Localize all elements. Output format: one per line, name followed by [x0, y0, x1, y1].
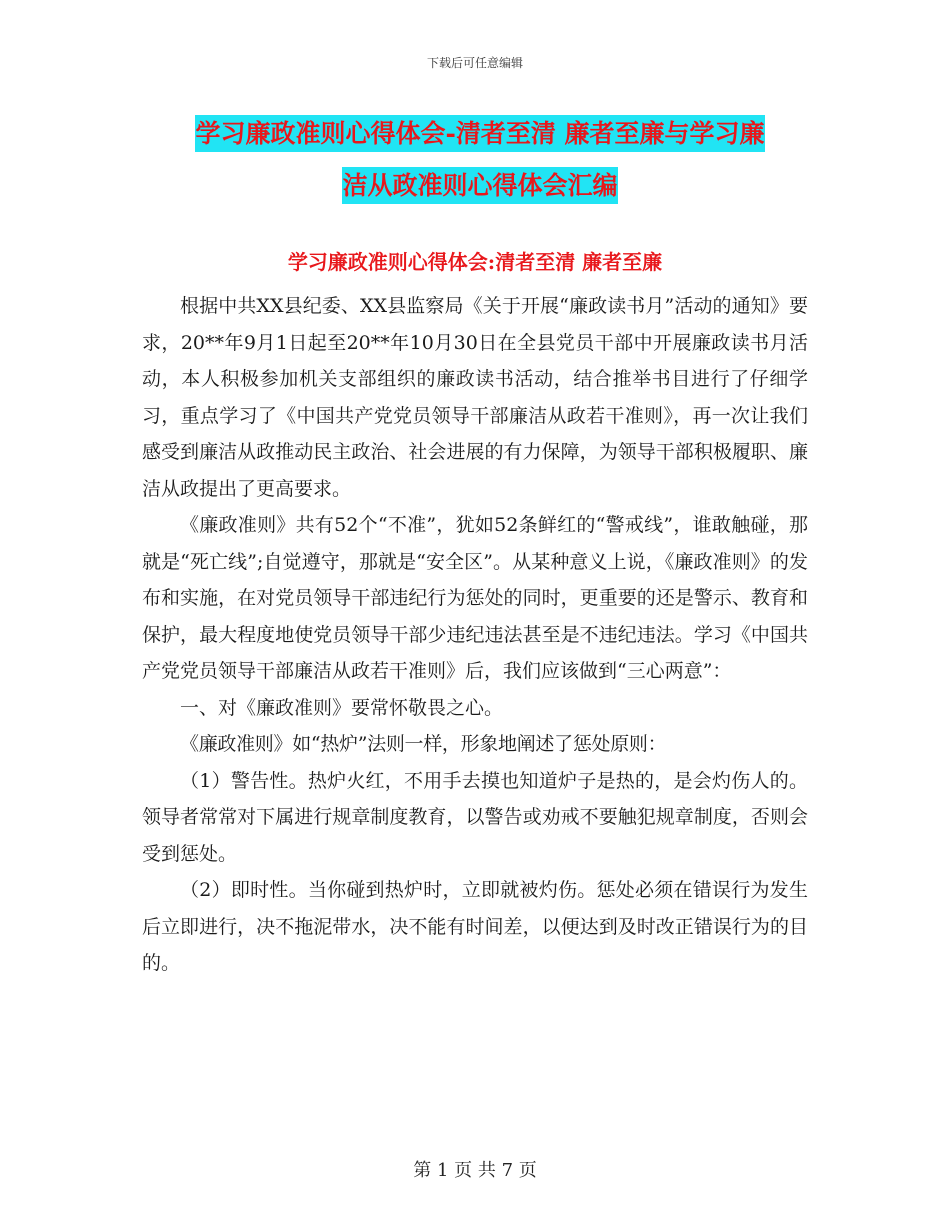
- paragraph: 《廉政准则》共有52个“不准”，犹如52条鲜红的“警戒线”，谁敢触碰，那就是“死亡线”;自觉遵守，那就是“安全区”。从某种意义上说，《廉政准则》的发布和实施，在对党员领导干部违纪行为惩处的同时，更重要的还是警示、教育和保护，最大程度地使党员领导干部少违纪违法甚至是不违纪违法。学习《中国共产党党员领导干部廉洁从政若干准则》后，我们应该做到“三心两意”：: [142, 514, 808, 682]
- paragraph: （2）即时性。当你碰到热炉时，立即就被灼伤。惩处必须在错误行为发生后立即进行，决不拖泥带水，决不能有时间差，以便达到及时改正错误行为的目的。: [142, 879, 808, 974]
- page-footer: 第 1 页 共 7 页: [413, 1160, 537, 1181]
- title-line-1: 学习廉政准则心得体会-清者至清 廉者至廉与学习廉: [195, 115, 764, 152]
- header-note: 下载后可任意编辑: [426, 56, 523, 70]
- document-title: [140, 108, 820, 212]
- paragraph: （1）警告性。热炉火红，不用手去摸也知道炉子是热的，是会灼伤人的。领导者常常对下属进行规章制度教育，以警告或劝戒不要触犯规章制度，否则会受到惩处。: [142, 769, 808, 865]
- title-line-2: 洁从政准则心得体会汇编: [342, 167, 617, 204]
- section-title: 学习廉政准则心得体会:清者至清 廉者至廉: [287, 250, 663, 274]
- document-body: [142, 288, 808, 982]
- paragraph: 《廉政准则》如“热炉”法则一样，形象地阐述了惩处原则：: [180, 733, 667, 755]
- paragraph: 一、对《廉政准则》要常怀敬畏之心。: [180, 696, 504, 719]
- paragraph: 根据中共XX县纪委、XX县监察局《关于开展“廉政读书月”活动的通知》要求，20**年9月1日起至20**年10月30日在全县党员干部中开展廉政读书月活动，本人积极参加机关支部组织的廉政读书活动，结合推举书目进行了仔细学习，重点学习了《中国共产党党员领导干部廉洁从政若干准则》，再一次让我们感受到廉洁从政推动民主政治、社会进展的有力保障，为领导干部积极履职、廉洁从政提出了更高要求。: [142, 295, 808, 500]
